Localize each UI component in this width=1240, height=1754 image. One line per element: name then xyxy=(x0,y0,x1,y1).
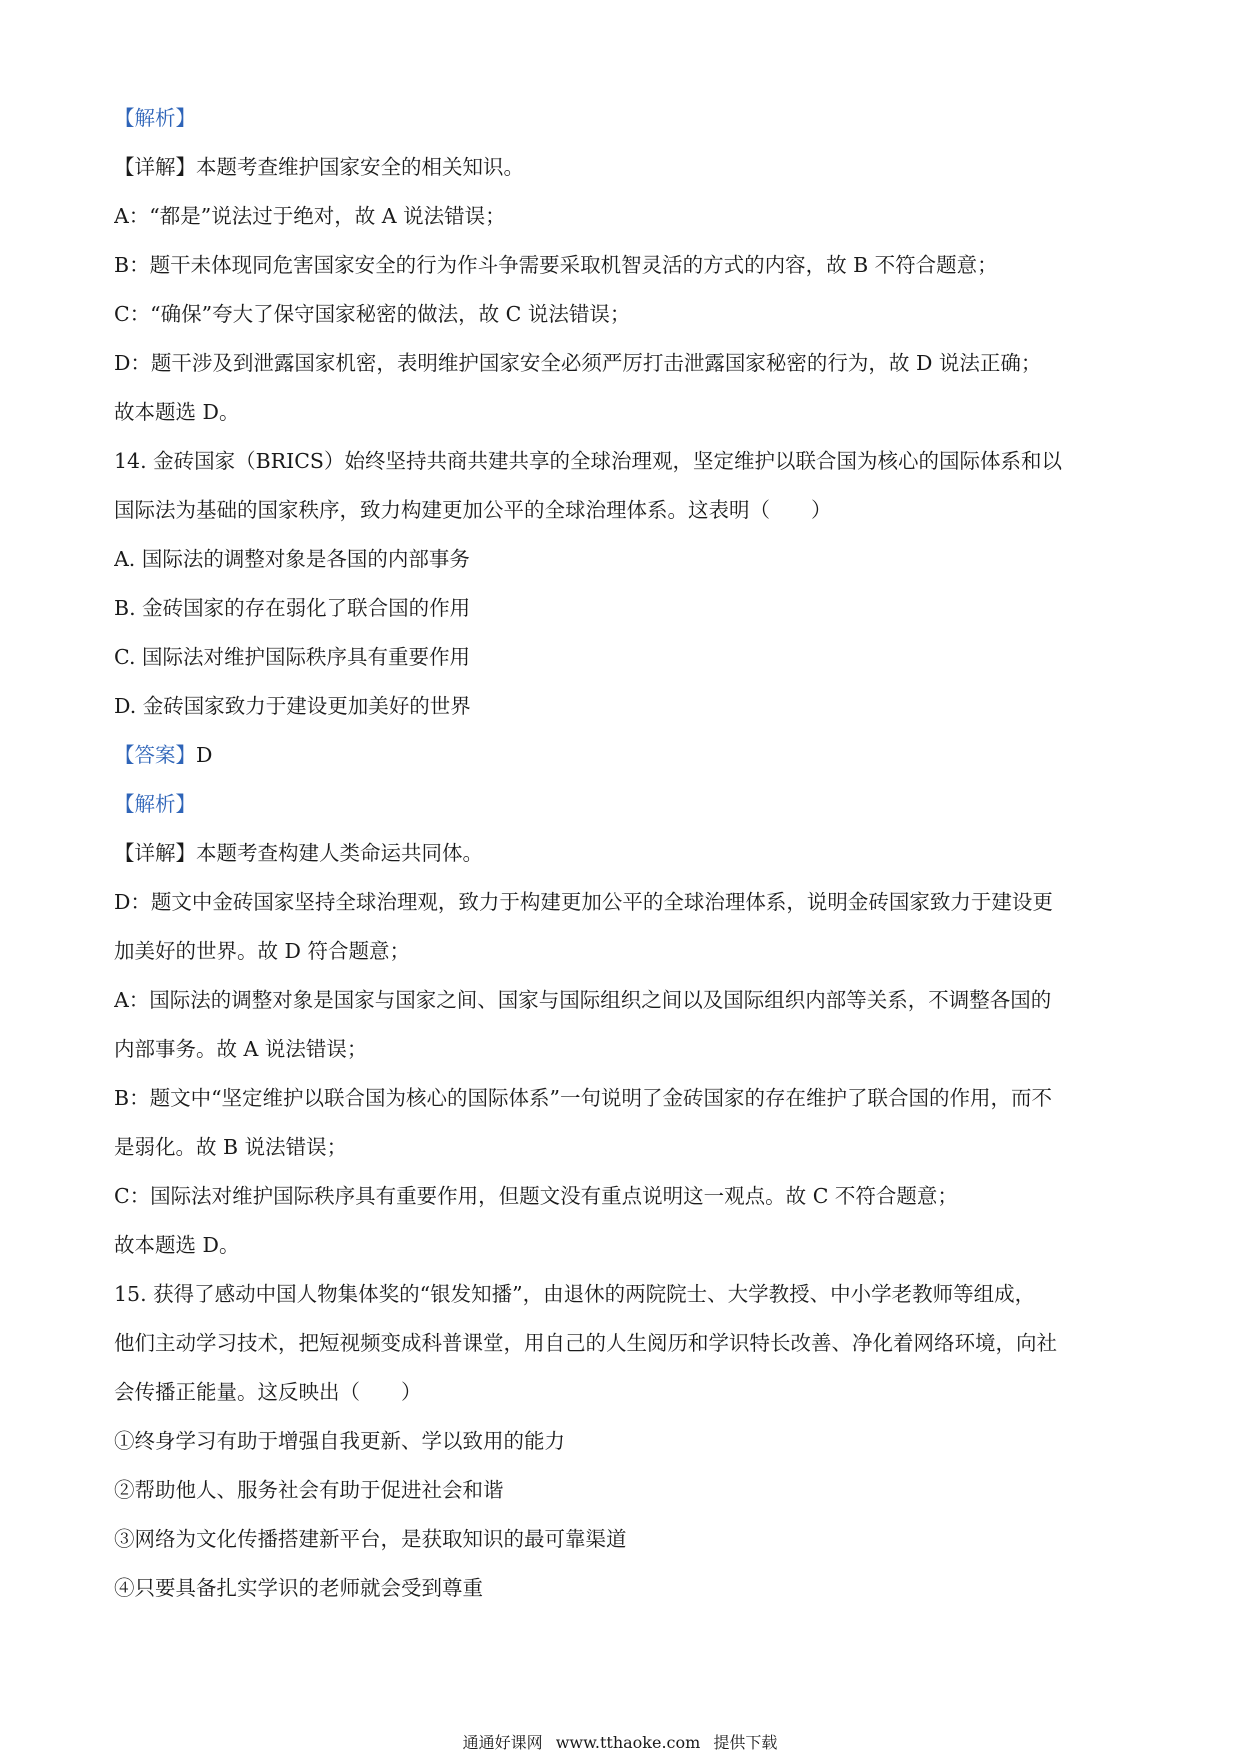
analysis-tag: 【解析】 xyxy=(114,792,196,816)
question-14-option-d: D. 金砖国家致力于建设更加美好的世界 xyxy=(114,694,471,718)
question-15-stem-cont: 会传播正能量。这反映出（ ） xyxy=(114,1380,422,1404)
analysis-option-c: C：国际法对维护国际秩序具有重要作用，但题文没有重点说明这一观点。故 C 不符合题意； xyxy=(114,1184,958,1208)
answer-line xyxy=(114,741,1124,769)
footer-url[interactable]: www.tthaoke.com xyxy=(555,1733,701,1752)
question-15-item-4: ④只要具备扎实学识的老师就会受到尊重 xyxy=(114,1576,483,1600)
analysis-option-c: C：“确保”夸大了保守国家秘密的做法，故 C 说法错误； xyxy=(114,302,631,326)
question-15-item-1: ①终身学习有助于增强自我更新、学以致用的能力 xyxy=(114,1429,565,1453)
question-15-stem: 15. 获得了感动中国人物集体奖的“银发知播”，由退休的两院院士、大学教授、中小学老教师等组成， xyxy=(114,1282,1036,1306)
question-15-item-3: ③网络为文化传播搭建新平台，是获取知识的最可靠渠道 xyxy=(114,1527,627,1551)
analysis-option-b-cont: 是弱化。故 B 说法错误； xyxy=(114,1135,348,1159)
analysis-option-a: A：“都是”说法过于绝对，故 A 说法错误； xyxy=(114,204,506,228)
question-14-stem-cont: 国际法为基础的国家秩序，致力构建更加公平的全球治理体系。这表明（ ） xyxy=(114,498,832,522)
analysis-option-d-cont: 加美好的世界。故 D 符合题意； xyxy=(114,939,410,963)
question-14-option-a: A. 国际法的调整对象是各国的内部事务 xyxy=(114,547,470,571)
analysis-option-b: B：题干未体现同危害国家安全的行为作斗争需要采取机智灵活的方式的内容，故 B 不符合题意； xyxy=(114,253,998,277)
question-14-option-c: C. 国际法对维护国际秩序具有重要作用 xyxy=(114,645,470,669)
question-15-stem-cont: 他们主动学习技术，把短视频变成科普课堂，用自己的人生阅历和学识特长改善、净化着网络环境，向社 xyxy=(114,1331,1057,1355)
answer-value: D xyxy=(196,743,213,767)
analysis-option-a-cont: 内部事务。故 A 说法错误； xyxy=(114,1037,368,1061)
detail-line: 【详解】本题考查构建人类命运共同体。 xyxy=(114,841,483,865)
question-14-option-b: B. 金砖国家的存在弱化了联合国的作用 xyxy=(114,596,471,620)
analysis-option-d: D：题干涉及到泄露国家机密，表明维护国家安全必须严厉打击泄露国家秘密的行为，故 D 说法正确； xyxy=(114,351,1042,375)
analysis-option-d: D：题文中金砖国家坚持全球治理观，致力于构建更加公平的全球治理体系，说明金砖国家致力于建设更 xyxy=(114,890,1053,914)
answer-tag: 【答案】 xyxy=(114,743,196,767)
conclusion-line: 故本题选 D。 xyxy=(114,1233,240,1257)
footer-suffix: 提供下载 xyxy=(713,1733,778,1752)
footer-site-name: 通通好课网 xyxy=(462,1733,543,1752)
conclusion-line: 故本题选 D。 xyxy=(114,400,240,424)
analysis-option-b: B：题文中“坚定维护以联合国为核心的国际体系”一句说明了金砖国家的存在维护了联合国的作用，而不 xyxy=(114,1086,1053,1110)
detail-line: 【详解】本题考查维护国家安全的相关知识。 xyxy=(114,155,524,179)
question-15-item-2: ②帮助他人、服务社会有助于促进社会和谐 xyxy=(114,1478,504,1502)
analysis-tag: 【解析】 xyxy=(114,106,196,130)
page-footer xyxy=(0,1730,1240,1753)
analysis-option-a: A：国际法的调整对象是国家与国家之间、国家与国际组织之间以及国际组织内部等关系，不调整各国的 xyxy=(114,988,1052,1012)
question-14-stem: 14. 金砖国家（BRICS）始终坚持共商共建共享的全球治理观，坚定维护以联合国为核心的国际体系和以 xyxy=(114,449,1062,473)
